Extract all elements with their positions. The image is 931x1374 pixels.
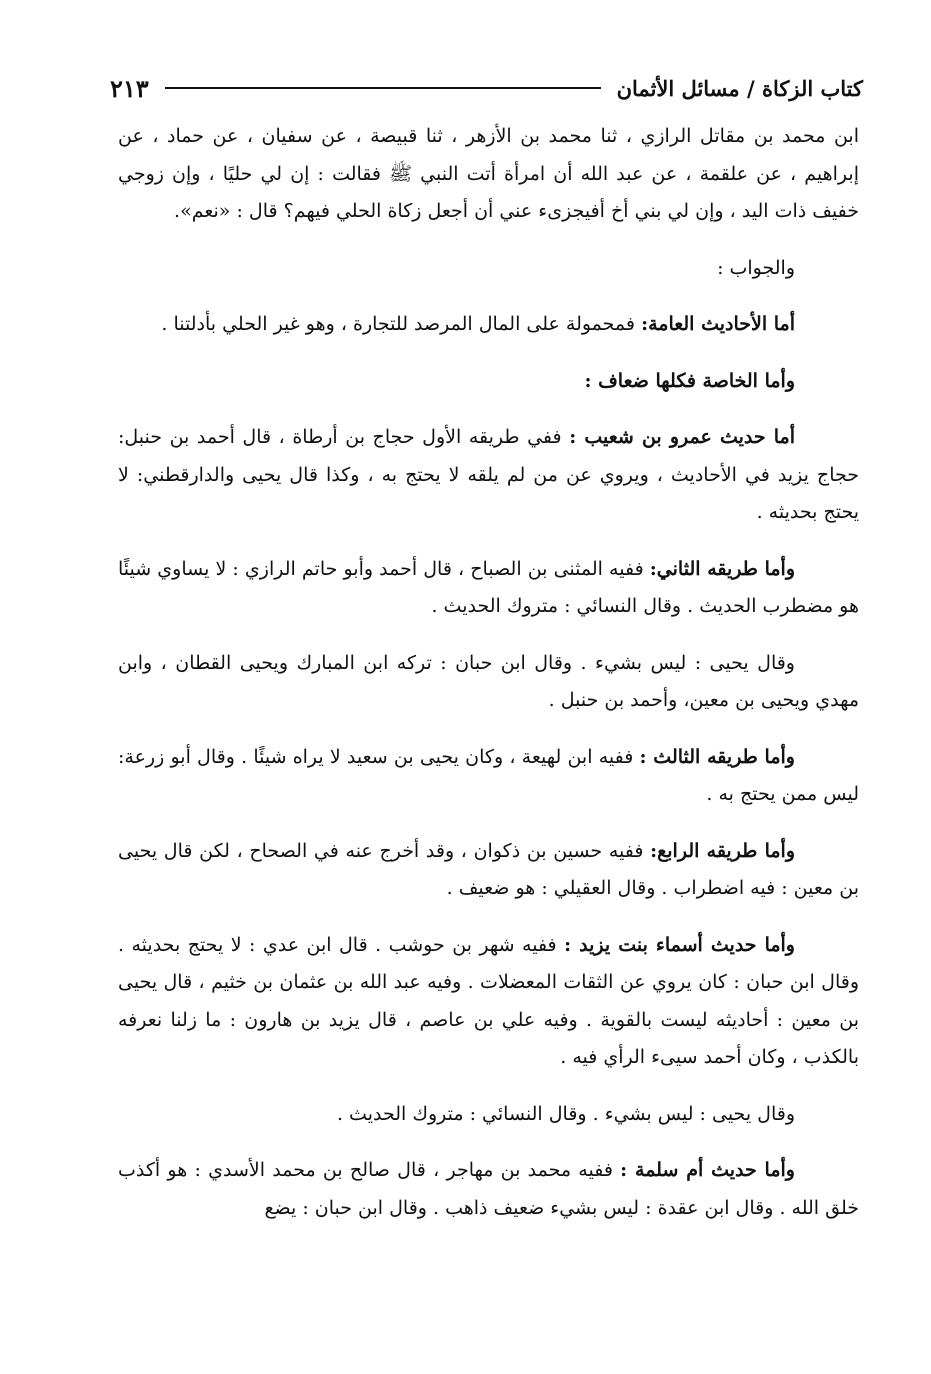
paragraph-umm-salama <box>118 1152 859 1227</box>
paragraph-lead: وأما طريقه الثاني: <box>649 557 796 580</box>
paragraph-lead: وأما حديث أسماء بنت يزيد : <box>564 933 795 956</box>
paragraph-asma-bint-yazid <box>118 927 859 1077</box>
paragraph-lead: وأما الخاصة فكلها ضعاف : <box>584 369 795 392</box>
paragraph-yahya-statement <box>118 645 859 720</box>
paragraph-lead: أما الأحاديث العامة: <box>641 313 795 335</box>
running-header <box>110 68 863 108</box>
paragraph-lead: وأما طريقه الرابع: <box>650 839 795 862</box>
paragraph-text: فمحمولة على المال المرصد للتجارة ، وهو غير الحلي بأدلتنا . <box>161 313 636 335</box>
paragraph-text: ابن محمد بن مقاتل الرازي ، ثنا محمد بن الأزهر ، ثنا قبيصة ، عن سفيان ، عن حماد ، عن إبراهيم ، عن علقمة ، عن عبد الله أن امرأة أتت النبي ﷺ فقالت : إن لي حليًا ، وإن زوجي خفيف ذات اليد ، وإن لي بني أخ أفيجزىء عني أن أجعل زكاة الحلي فيهم؟ قال : «نعم». <box>118 125 859 222</box>
paragraph-text: وقال يحيى : ليس بشيء . وقال النسائي : متروك الحديث . <box>336 1102 795 1125</box>
paragraph-fourth-chain <box>118 833 859 908</box>
paragraph-third-chain <box>118 739 859 814</box>
paragraph-hadith-chain <box>118 118 859 231</box>
paragraph-text: والجواب : <box>717 256 795 279</box>
paragraph-answer-heading <box>118 250 859 288</box>
paragraph-text: وقال يحيى : ليس بشيء . وقال ابن حبان : تركه ابن المبارك ويحيى القطان ، وابن مهدي ويحيى بن معين، وأحمد بن حنبل . <box>118 651 859 711</box>
page-number: ٢١٣ <box>110 73 149 103</box>
paragraph-second-chain <box>118 551 859 626</box>
paragraph-lead: وأما حديث أم سلمة : <box>620 1159 795 1181</box>
paragraph-general-hadiths <box>118 306 859 344</box>
paragraph-lead: أما حديث عمرو بن شعيب : <box>569 426 796 448</box>
paragraph-text: ففيه حسين بن ذكوان ، وقد أخرج عنه في الصحاح ، لكن قال يحيى بن معين : فيه اضطراب . وقال العقيلي : هو ضعيف . <box>118 839 859 899</box>
header-rule <box>165 87 601 89</box>
paragraph-nasai-statement <box>118 1096 859 1134</box>
paragraph-amr-ibn-shuayb <box>118 419 859 532</box>
book-section-title: كتاب الزكاة / مسائل الأثمان <box>616 75 863 101</box>
page-body <box>118 118 859 1227</box>
paragraph-lead: وأما طريقه الثالث : <box>639 745 795 768</box>
paragraph-text: ففيه المثنى بن الصباح ، قال أحمد وأبو حاتم الرازي : لا يساوي شيئًا هو مضطرب الحديث . وقال النسائي : متروك الحديث . <box>118 557 859 617</box>
paragraph-text: ففيه ابن لهيعة ، وكان يحيى بن سعيد لا يراه شيئًا . وقال أبو زرعة: ليس ممن يحتج به . <box>118 745 859 805</box>
paragraph-text: ففيه محمد بن مهاجر ، قال صالح بن محمد الأسدي : هو أكذب خلق الله . وقال ابن عقدة : ليس بشيء ضعيف ذاهب . وقال ابن حبان : يضع <box>118 1159 859 1219</box>
paragraph-text: ففي طريقه الأول حجاج بن أرطاة ، قال أحمد بن حنبل: حجاج يزيد في الأحاديث ، ويروي عن من لم يلقه لا يحتج به ، وكذا قال يحيى والدارقطني: لا يحتج بحديثه . <box>118 426 859 523</box>
paragraph-text: ففيه شهر بن حوشب . قال ابن عدي : لا يحتج بحديثه . وقال ابن حبان : كان يروي عن الثقات المعضلات . وفيه عبد الله بن عثمان بن خثيم ، قال يحيى بن معين : أحاديثه ليست بالقوية . وفيه علي بن عاصم ، قال يزيد بن هارون : ما زلنا نعرفه بالكذب ، وكان أحمد سيىء الرأي فيه . <box>118 933 859 1068</box>
paragraph-specific-hadiths <box>118 363 859 401</box>
